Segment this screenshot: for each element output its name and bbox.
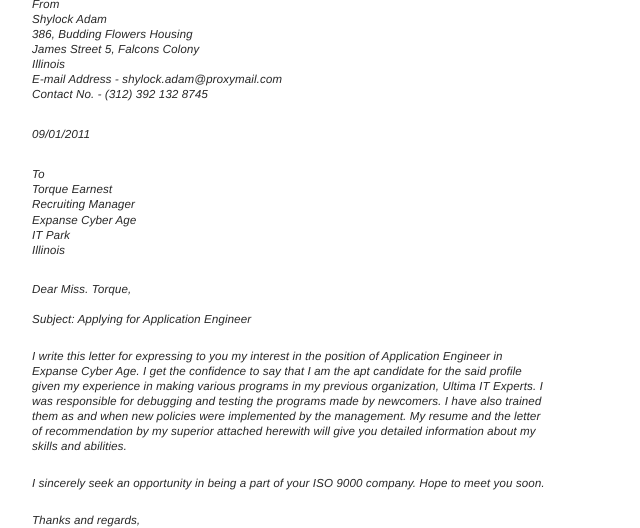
recipient-address-line-2: Illinois <box>32 243 66 257</box>
letter-date: 09/01/2011 <box>32 128 91 142</box>
closing-salutation: Thanks and regards, <box>32 514 141 528</box>
sender-address-line-3: Illinois <box>32 58 66 72</box>
body-paragraph-1 <box>32 349 616 454</box>
recipient-heading: To <box>32 168 45 182</box>
spacer-paragraph-2-closing <box>32 491 616 513</box>
letter-document-text <box>32 0 616 528</box>
sender-email: E-mail Address - shylock.adam@proxymail.com <box>32 73 283 87</box>
recipient-company: Expanse Cyber Age <box>32 213 137 227</box>
recipient-title: Recruiting Manager <box>32 198 135 212</box>
body-paragraph-1-line: of recommendation by my superior attached herewith will give you detailed information about my <box>32 424 536 438</box>
sender-name: Shylock Adam <box>32 13 107 27</box>
subject-block <box>32 312 616 327</box>
salutation: Dear Miss. Torque, <box>32 282 132 296</box>
body-paragraph-1-line: I write this letter for expressing to you my interest in the position of Application Engineer in <box>32 349 503 363</box>
body-paragraph-1-line: was responsible for debugging and testing the programs made by newcomers. I have also trained <box>32 394 542 408</box>
body-paragraph-1-line: given my experience in making various programs in my previous organization, Ultima IT Experts. I <box>32 379 543 393</box>
spacer-sender-date <box>32 102 616 127</box>
sender-address-line-1: 386, Budding Flowers Housing <box>32 28 193 42</box>
closing-block <box>32 513 616 528</box>
body-paragraph-1-line: Expanse Cyber Age. I get the confidence to say that I am the apt candidate for the said profile <box>32 364 522 378</box>
spacer-subject-body <box>32 327 616 349</box>
recipient-block <box>32 167 616 257</box>
body-paragraph-2 <box>32 476 616 491</box>
subject-line: Subject: Applying for Application Engineer <box>32 312 252 326</box>
body-paragraph-1-line: skills and abilities. <box>32 440 127 454</box>
letter-date-block <box>32 127 616 142</box>
spacer-salutation-subject <box>32 297 616 312</box>
recipient-name: Torque Earnest <box>32 183 113 197</box>
sender-phone: Contact No. - (312) 392 132 8745 <box>32 88 208 102</box>
body-paragraph-1-line: them as and when new policies were implemented by the management. My resume and the letter <box>32 409 541 423</box>
spacer-date-recipient <box>32 142 616 167</box>
sender-address-line-2: James Street 5, Falcons Colony <box>32 43 200 57</box>
sender-block <box>32 0 616 102</box>
spacer-recipient-salutation <box>32 258 616 282</box>
sender-heading: From <box>32 0 60 11</box>
spacer-paragraph-1-paragraph-2 <box>32 454 616 476</box>
body-paragraph-2-line: I sincerely seek an opportunity in being a part of your ISO 9000 company. Hope to meet you soon. <box>32 477 545 491</box>
recipient-address-line-1: IT Park <box>32 228 71 242</box>
salutation-block <box>32 282 616 297</box>
